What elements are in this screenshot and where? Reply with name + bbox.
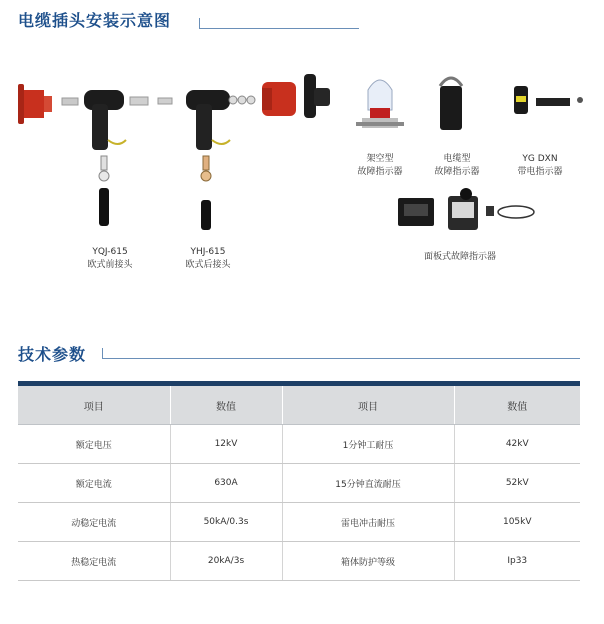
overhead-fault-indicator bbox=[356, 80, 404, 128]
yhj-model: YHJ-615 bbox=[190, 247, 226, 257]
overhead-caption-line2: 故障指示器 bbox=[357, 167, 403, 177]
yqj-caption bbox=[80, 246, 140, 272]
table-cell: 热稳定电流 bbox=[18, 542, 170, 581]
table-cell: 雷电冲击耐压 bbox=[282, 503, 454, 542]
cable-caption-line1: 电缆型 bbox=[443, 154, 471, 164]
yhj-stress-cone bbox=[201, 200, 211, 230]
ygdxn-caption-line1: YG DXN bbox=[522, 154, 558, 164]
table-cell: 额定电压 bbox=[18, 425, 170, 464]
yhj-caption bbox=[178, 246, 238, 272]
yhj-name: 欧式后接头 bbox=[185, 260, 231, 270]
yqj-name: 欧式前接头 bbox=[87, 260, 133, 270]
ygdxn-live-indicator bbox=[514, 86, 583, 114]
washer bbox=[247, 96, 255, 104]
overhead-caption-line1: 架空型 bbox=[366, 154, 394, 164]
red-bushing-left bbox=[18, 84, 52, 124]
header-item: 项目 bbox=[18, 386, 170, 425]
yhj-t-connector bbox=[186, 90, 230, 150]
title-rule-tick bbox=[199, 18, 200, 28]
table-cell: Ip33 bbox=[454, 542, 580, 581]
washer bbox=[158, 98, 172, 104]
cable-fault-indicator bbox=[440, 78, 462, 130]
table-row bbox=[18, 503, 580, 542]
yqj-lug bbox=[99, 156, 109, 181]
table-cell: 箱体防护等级 bbox=[282, 542, 454, 581]
table-row bbox=[18, 464, 580, 503]
table-cell: 50kA/0.3s bbox=[170, 503, 282, 542]
yqj-stress-cone bbox=[99, 188, 109, 226]
red-cap-right bbox=[262, 82, 296, 116]
ygdxn-caption bbox=[505, 153, 575, 179]
header-item: 项目 bbox=[282, 386, 454, 425]
table-cell: 1分钟工耐压 bbox=[282, 425, 454, 464]
table-cell: 105kV bbox=[454, 503, 580, 542]
overhead-caption bbox=[345, 153, 415, 179]
title-rule-tick bbox=[102, 348, 103, 358]
title-rule bbox=[199, 28, 359, 29]
header-value: 数值 bbox=[170, 386, 282, 425]
table-cell: 动稳定电流 bbox=[18, 503, 170, 542]
table-cell: 42kV bbox=[454, 425, 580, 464]
washer bbox=[130, 97, 148, 105]
panel-fault-indicator bbox=[398, 188, 534, 230]
header-value: 数值 bbox=[454, 386, 580, 425]
ygdxn-caption-line2: 带电指示器 bbox=[517, 167, 563, 177]
table-header-row bbox=[18, 386, 580, 425]
washer bbox=[229, 96, 237, 104]
cable-caption bbox=[422, 153, 492, 179]
spec-table bbox=[18, 386, 580, 581]
title-rule bbox=[102, 358, 580, 359]
table-cell: 630A bbox=[170, 464, 282, 503]
yhj-lug bbox=[201, 156, 211, 181]
panel-caption: 面板式故障指示器 bbox=[423, 252, 496, 262]
black-back-plug bbox=[304, 74, 330, 118]
table-row bbox=[18, 542, 580, 581]
table-cell: 52kV bbox=[454, 464, 580, 503]
washer bbox=[62, 98, 78, 105]
spec-section-title: 技术参数 bbox=[18, 345, 87, 364]
diagram-section-title: 电缆插头安装示意图 bbox=[18, 11, 172, 30]
table-cell: 额定电流 bbox=[18, 464, 170, 503]
yqj-model: YQJ-615 bbox=[92, 247, 128, 257]
washer bbox=[238, 96, 246, 104]
yqj-t-connector bbox=[84, 90, 126, 150]
table-cell: 12kV bbox=[170, 425, 282, 464]
table-row bbox=[18, 425, 580, 464]
table-cell: 20kA/3s bbox=[170, 542, 282, 581]
table-cell: 15分钟直流耐压 bbox=[282, 464, 454, 503]
cable-caption-line2: 故障指示器 bbox=[434, 167, 480, 177]
